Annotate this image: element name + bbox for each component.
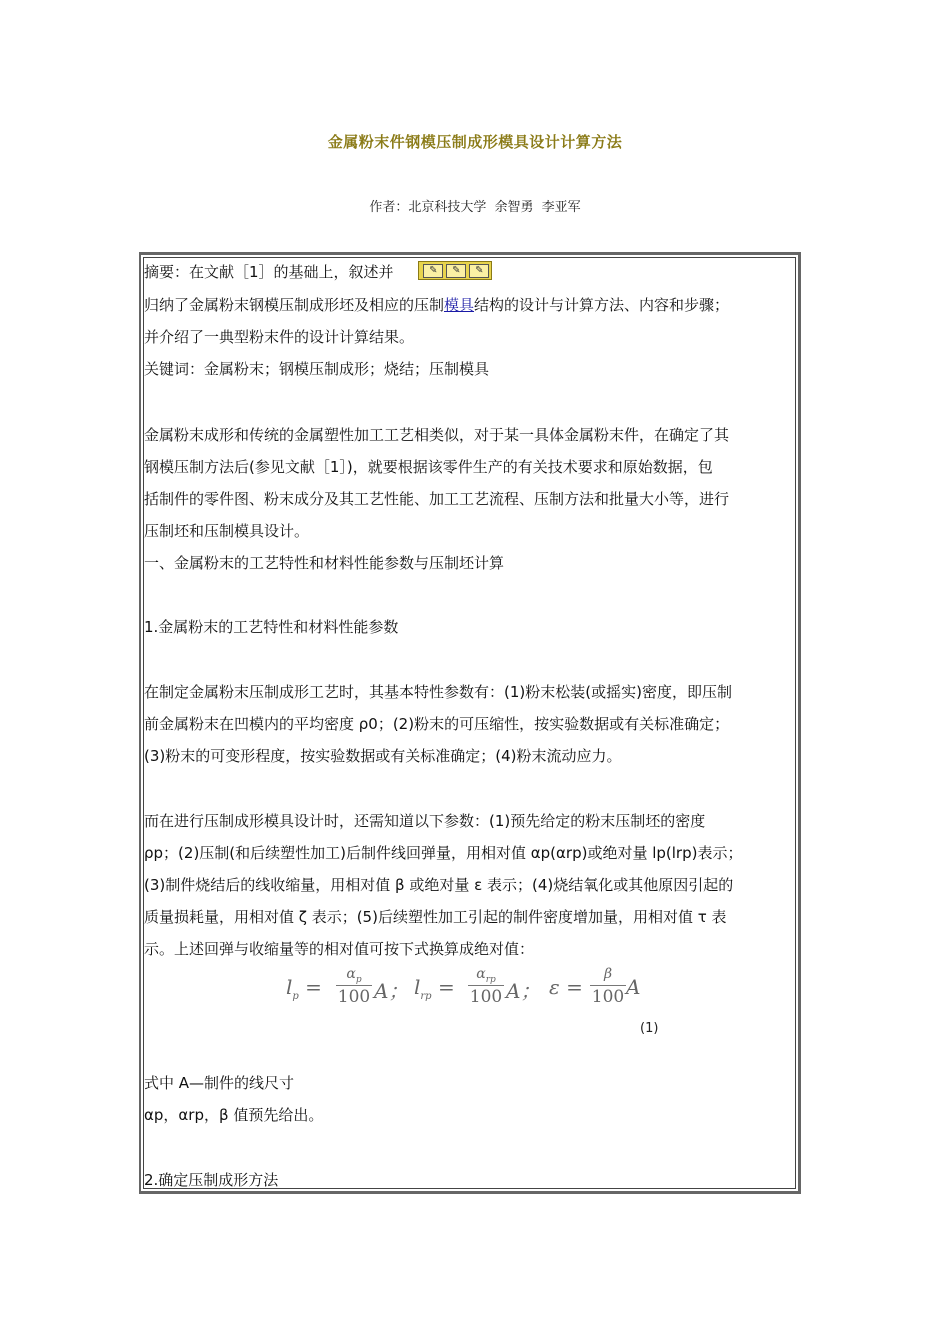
document-title: 金属粉末件钢模压制成形模具设计计算方法 — [327, 133, 623, 151]
section-heading: 一、金属粉末的工艺特性和材料性能参数与压制坯计算 — [144, 554, 505, 572]
authors-line — [0, 196, 950, 215]
paragraph-line: 钢模压制方法后(参见文献［1］)，就要根据该零件生产的有关技术要求和原始数据，包 — [144, 458, 713, 476]
paragraph-line: 金属粉末成形和传统的金属塑性加工工艺相类似，对于某一具体金属粉末件，在确定了其 — [144, 426, 730, 444]
abstract-line — [144, 262, 492, 282]
author-affiliation: 作者：北京科技大学 — [369, 200, 487, 215]
abstract-line: 并介绍了一典型粉末件的设计计算结果。 — [144, 328, 415, 346]
author-name: 李亚军 — [541, 200, 581, 215]
paragraph-line: (3)制件烧结后的线收缩量，用相对值 β 或绝对量 ε 表示；(4)烧结氧化或其他原因引起的 — [144, 876, 734, 894]
abstract-text: 结构的设计与计算方法、内容和步骤； — [474, 296, 730, 314]
doc-icon[interactable]: ✎ — [469, 264, 489, 278]
doc-icon[interactable]: ✎ — [446, 264, 466, 278]
paragraph-line: 式中 A—制件的线尺寸 — [144, 1074, 295, 1092]
subsection-heading: 1.金属粉末的工艺特性和材料性能参数 — [144, 618, 399, 636]
abstract-text: 归纳了金属粉末钢模压制成形坯及相应的压制 — [144, 296, 445, 314]
icon-strip[interactable] — [418, 261, 492, 280]
paragraph-line: 在制定金属粉末压制成形工艺时，其基本特性参数有：(1)粉末松装(或摇实)密度，即压制 — [144, 683, 732, 701]
keywords: 关键词：金属粉末；钢模压制成形；烧结；压制模具 — [144, 360, 490, 378]
paragraph-line: 括制件的零件图、粉末成分及其工艺性能、加工工艺流程、压制方法和批量大小等，进行 — [144, 490, 730, 508]
mold-link[interactable]: 模具 — [444, 296, 475, 314]
formula-image: $l_p$ = $\alpha_p$ 100 A； $l_{rp}$ = $\alpha_{rp}$ 100 A； ε = β 100 A — [286, 966, 641, 1007]
paragraph-line: 前金属粉末在凹模内的平均密度 ρ0；(2)粉末的可压缩性，按实验数据或有关标准确定； — [144, 715, 730, 733]
doc-icon[interactable]: ✎ — [423, 264, 443, 278]
paragraph-line: αp，αrp，β 值预先给出。 — [144, 1106, 324, 1124]
abstract-line — [144, 295, 729, 315]
paragraph-line: 而在进行压制成形模具设计时，还需知道以下参数：(1)预先给定的粉末压制坯的密度 — [144, 812, 706, 830]
paragraph-line: (3)粉末的可变形程度，按实验数据或有关标准确定；(4)粉末流动应力。 — [144, 747, 622, 765]
paragraph-line: 压制坯和压制模具设计。 — [144, 522, 310, 540]
paragraph-line: 质量损耗量，用相对值 ζ 表示；(5)后续塑性加工引起的制件密度增加量，用相对值 τ 表 — [144, 908, 727, 926]
subsection-heading: 2.确定压制成形方法 — [144, 1171, 279, 1189]
author-name: 余智勇 — [494, 200, 534, 215]
paragraph-line: ρp；(2)压制(和后续塑性加工)后制件线回弹量，用相对值 αp(αrp)或绝对量 lp(lrp)表示； — [144, 844, 743, 862]
abstract-text: 摘要：在文献［1］的基础上，叙述并 — [144, 263, 394, 281]
equation-number: (1) — [640, 1021, 659, 1036]
paragraph-line: 示。上述回弹与收缩量等的相对值可按下式换算成绝对值： — [144, 940, 535, 958]
